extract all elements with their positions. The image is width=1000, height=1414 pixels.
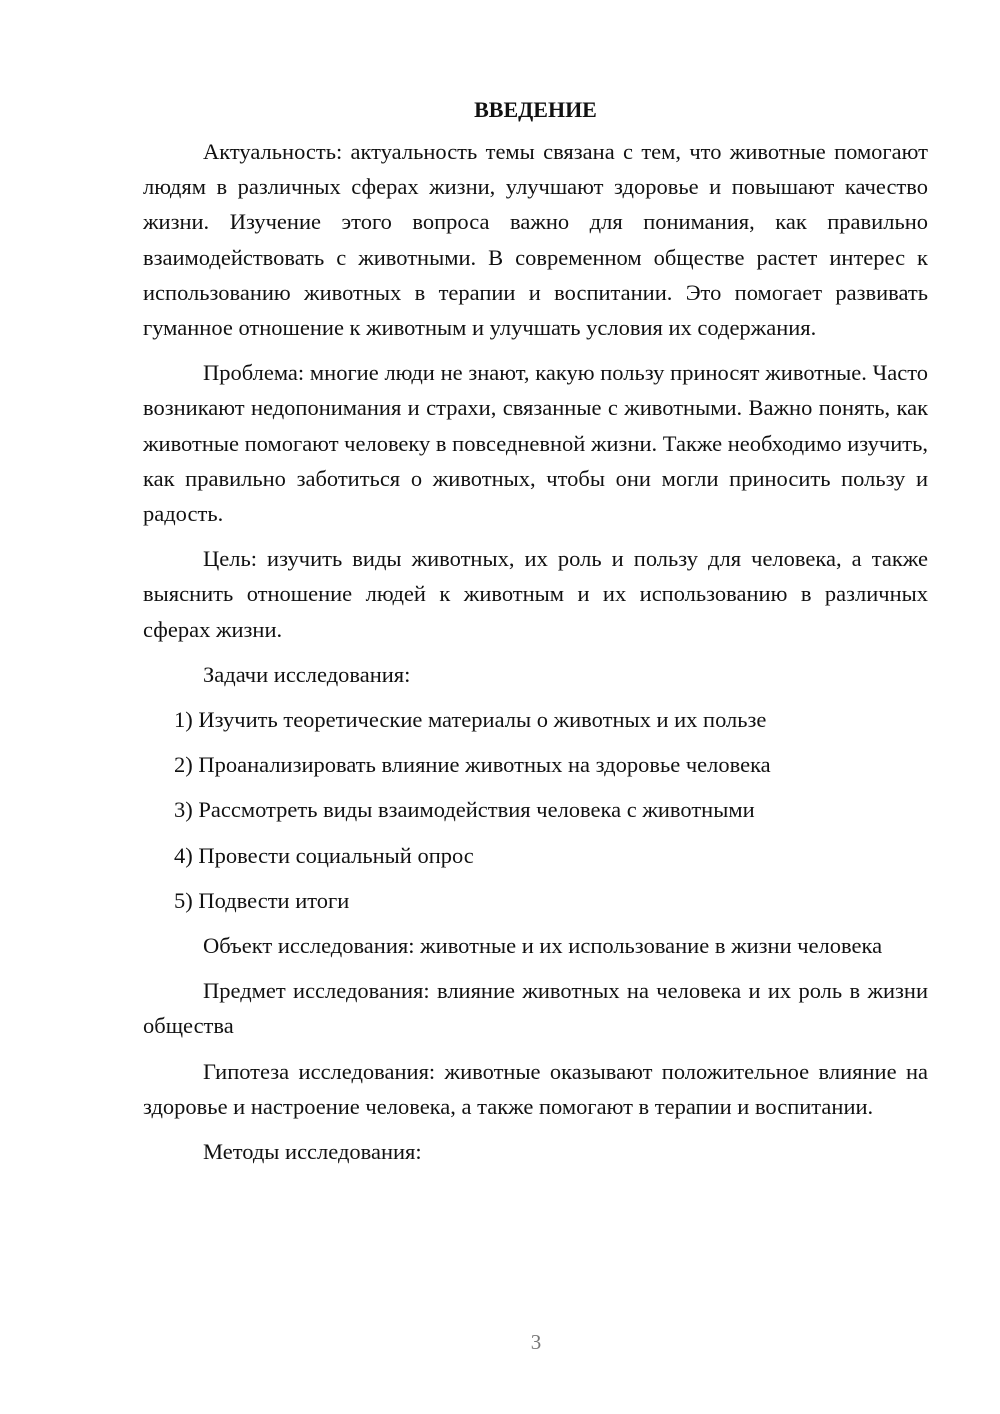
relevance-paragraph: Актуальность: актуальность темы связана с тем, что животные помогают людям в различных сферах жизни, улучшают здоровье и повышают качество жизни. Изучение этого вопроса важно для понимания, как правильно взаимодействовать с животными. В современном обществе растет интерес к использованию животных в терапии и воспитании. Это помогает развивать гуманное отношение к животным и улучшать условия их содержания. — [143, 139, 928, 341]
hypothesis-paragraph: Гипотеза исследования: животные оказывают положительное влияние на здоровье и настроение человека, а также помогают в терапии и воспитании. — [143, 1058, 928, 1119]
methods-heading: Методы исследования: — [203, 1139, 422, 1165]
tasks-heading: Задачи исследования: — [203, 661, 411, 687]
document-page — [143, 92, 928, 1179]
problem-paragraph: Проблема: многие люди не знают, какую пользу приносят животные. Часто возникают недопонимания и страхи, связанные с животными. Важно понять, как животные помогают человеку в повседневной жизни. Также необходимо изучить, как правильно заботиться о животных, чтобы они могли приносить пользу и радость. — [143, 360, 928, 527]
tasks-list — [143, 702, 928, 918]
goal-paragraph: Цель: изучить виды животных, их роль и пользу для человека, а также выяснить отношение людей к животным и их использованию в различных сферах жизни. — [143, 546, 928, 642]
list-item: 2) Проанализировать влияние животных на здоровье человека — [174, 752, 771, 778]
page-number: 3 — [530, 1330, 542, 1354]
list-item: 1) Изучить теоретические материалы о животных и их пользе — [174, 707, 767, 733]
subject-paragraph: Предмет исследования: влияние животных на человека и их роль в жизни общества — [143, 978, 928, 1039]
list-item: 3) Рассмотреть виды взаимодействия человека с животными — [174, 797, 755, 823]
list-item: 4) Провести социальный опрос — [174, 842, 474, 868]
list-item: 5) Подвести итоги — [174, 887, 350, 913]
section-title: ВВЕДЕНИЕ — [474, 97, 597, 122]
object-paragraph: Объект исследования: животные и их использование в жизни человека — [203, 933, 883, 959]
